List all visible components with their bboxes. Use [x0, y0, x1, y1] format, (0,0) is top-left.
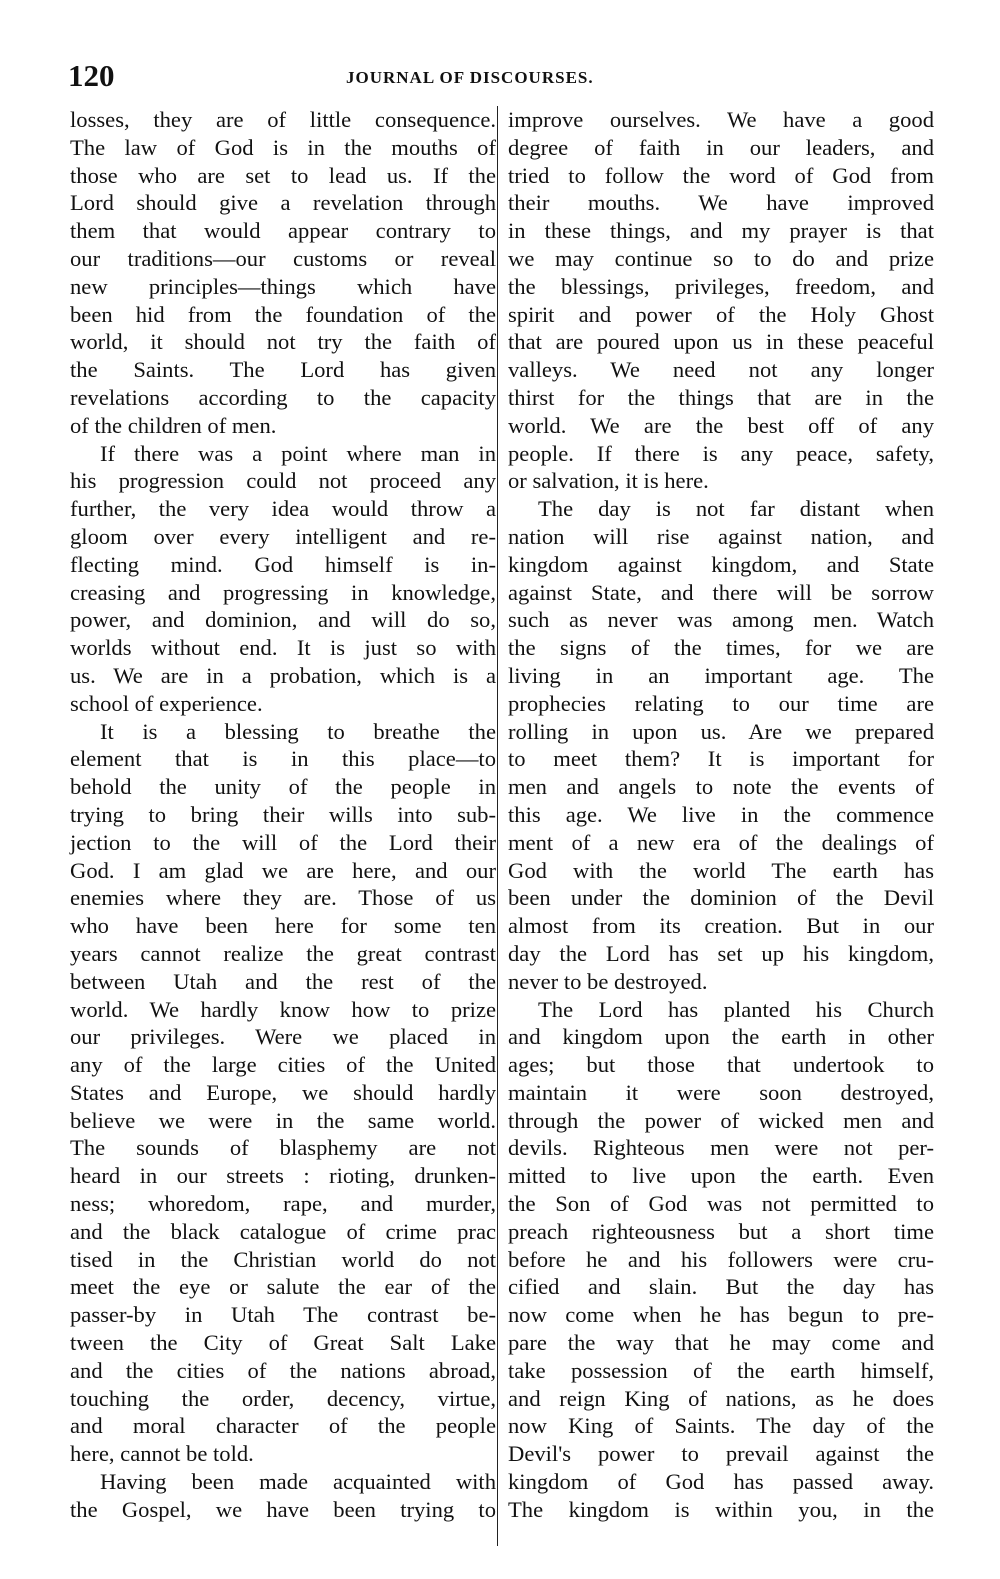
text-line: of the children of men.	[70, 412, 277, 438]
text-line: God. I am glad we are here, and our	[70, 857, 496, 883]
text-line: here, cannot be told.	[70, 1441, 254, 1467]
text-line: now King of Saints. The day of the	[508, 1413, 934, 1439]
text-line: further, the very idea would throw a	[70, 496, 496, 522]
text-line: maintain it were soon destroyed,	[508, 1079, 934, 1105]
text-line: The sounds of blasphemy are not	[70, 1135, 496, 1161]
text-line: improve ourselves. We have a good	[508, 107, 934, 132]
text-line: been under the dominion of the Devil	[508, 885, 934, 911]
page-number: 120	[68, 58, 115, 93]
text-line: now come when he has begun to pre-	[508, 1302, 934, 1328]
text-line: tween the City of Great Salt Lake	[70, 1330, 496, 1356]
text-line: such as never was among men. Watch	[508, 607, 934, 633]
text-line: If there was a point where man in	[100, 440, 496, 466]
text-line: world. We are the best off of any	[508, 412, 934, 438]
text-line: element that is in this place—to	[70, 746, 496, 772]
text-line: pare the way that he may come and	[508, 1330, 934, 1356]
page-header	[68, 58, 938, 98]
text-line: creasing and progressing in knowledge,	[70, 579, 496, 605]
text-line: and the black catalogue of crime prac	[70, 1218, 496, 1244]
text-line: flecting mind. God himself is in-	[70, 551, 496, 577]
text-line: men and angels to note the events of	[508, 774, 934, 800]
text-line: who have been here for some ten	[70, 913, 496, 939]
text-line: meet the eye or salute the ear of the	[70, 1274, 496, 1300]
text-line: ness; whoredom, rape, and murder,	[70, 1191, 496, 1217]
text-line: our traditions—our customs or reveal	[70, 245, 496, 271]
text-line: trying to bring their wills into sub-	[70, 801, 496, 827]
text-line: living in an important age. The	[508, 662, 934, 688]
text-line: prophecies relating to our time are	[508, 690, 934, 716]
text-line: Lord should give a revelation through	[70, 190, 496, 216]
text-line: touching the order, decency, virtue,	[70, 1385, 496, 1411]
text-line: nation will rise against nation, and	[508, 523, 934, 549]
text-line: or salvation, it is here.	[508, 468, 709, 494]
text-line: thirst for the things that are in the	[508, 384, 934, 410]
text-line: in these things, and my prayer is that	[508, 218, 934, 244]
text-line: almost from its creation. But in our	[508, 913, 934, 939]
text-line: years cannot realize the great contrast	[70, 940, 496, 966]
text-line: the blessings, privileges, freedom, and	[508, 273, 934, 299]
text-line: ment of a new era of the dealings of	[508, 829, 934, 855]
text-line: The law of God is in the mouths of	[70, 134, 496, 160]
text-line: school of experience.	[70, 690, 263, 716]
text-line: The Lord has planted his Church	[538, 996, 934, 1022]
text-line: valleys. We need not any longer	[508, 357, 934, 383]
text-line: behold the unity of the people in	[70, 774, 496, 800]
text-line: jection to the will of the Lord their	[70, 829, 496, 855]
text-line: Having been made acquainted with	[100, 1469, 496, 1495]
text-line: people. If there is any peace, safety,	[508, 440, 934, 466]
text-line: and moral character of the people	[70, 1413, 496, 1439]
text-line: them that would appear contrary to	[70, 218, 496, 244]
text-line: believe we were in the same world.	[70, 1107, 496, 1133]
text-line: and kingdom upon the earth in other	[508, 1024, 934, 1050]
text-line: our privileges. Were we placed in	[70, 1024, 496, 1050]
text-line: cified and slain. But the day has	[508, 1274, 934, 1300]
text-line: kingdom of God has passed away.	[508, 1469, 934, 1495]
text-line: worlds without end. It is just so with	[70, 635, 496, 661]
text-line: kingdom against kingdom, and State	[508, 551, 934, 577]
text-line: Devil's power to prevail against the	[508, 1441, 934, 1467]
text-line: those who are set to lead us. If the	[70, 162, 496, 188]
text-line: tried to follow the word of God from	[508, 162, 934, 188]
text-line: and reign King of nations, as he does	[508, 1385, 934, 1411]
text-line: and the cities of the nations abroad,	[70, 1357, 496, 1383]
text-line: their mouths. We have improved	[508, 190, 934, 216]
text-line: gloom over every intelligent and re-	[70, 523, 496, 549]
text-line: devils. Righteous men were not per-	[508, 1135, 934, 1161]
text-line: God with the world The earth has	[508, 857, 934, 883]
text-line: day the Lord has set up his kingdom,	[508, 940, 934, 966]
text-line: the Son of God was not permitted to	[508, 1191, 934, 1217]
running-head: JOURNAL OF DISCOURSES.	[346, 68, 594, 87]
text-line: between Utah and the rest of the	[70, 968, 496, 994]
text-line: we may continue so to do and prize	[508, 245, 934, 271]
text-line: world. We hardly know how to prize	[70, 996, 496, 1022]
text-line: this age. We live in the commence	[508, 801, 934, 827]
text-line: heard in our streets : rioting, drunken-	[70, 1163, 496, 1189]
text-line: never to be destroyed.	[508, 968, 708, 994]
text-line: to meet them? It is important for	[508, 746, 934, 772]
text-line: that are poured upon us in these peaceful	[508, 329, 934, 355]
text-line: take possession of the earth himself,	[508, 1357, 934, 1383]
left-column	[70, 106, 496, 1524]
text-line: world, it should not try the faith of	[70, 329, 496, 355]
text-line: new principles—things which have	[70, 273, 496, 299]
text-line: the signs of the times, for we are	[508, 635, 934, 661]
text-line: the Gospel, we have been trying to	[70, 1496, 496, 1522]
text-line: States and Europe, we should hardly	[70, 1079, 496, 1105]
text-line: through the power of wicked men and	[508, 1107, 934, 1133]
text-line: been hid from the foundation of the	[70, 301, 496, 327]
text-line: enemies where they are. Those of us	[70, 885, 496, 911]
text-line: rolling in upon us. Are we prepared	[508, 718, 934, 744]
text-line: spirit and power of the Holy Ghost	[508, 301, 934, 327]
text-line: The kingdom is within you, in the	[508, 1496, 934, 1522]
text-line: ages; but those that undertook to	[508, 1052, 934, 1078]
text-line: any of the large cities of the United	[70, 1052, 496, 1078]
text-line: preach righteousness but a short time	[508, 1218, 934, 1244]
text-line: against State, and there will be sorrow	[508, 579, 934, 605]
text-line: his progression could not proceed any	[70, 468, 496, 494]
text-line: the Saints. The Lord has given	[70, 357, 496, 383]
right-column	[508, 106, 934, 1524]
text-line: degree of faith in our leaders, and	[508, 134, 934, 160]
text-line: It is a blessing to breathe the	[100, 718, 496, 744]
column-divider	[497, 106, 498, 1546]
text-line: losses, they are of little consequence.	[70, 107, 496, 132]
text-line: tised in the Christian world do not	[70, 1246, 496, 1272]
text-line: passer-by in Utah The contrast be-	[70, 1302, 496, 1328]
text-line: power, and dominion, and will do so,	[70, 607, 496, 633]
text-line: revelations according to the capacity	[70, 384, 496, 410]
text-line: The day is not far distant when	[538, 496, 934, 522]
text-line: before he and his followers were cru-	[508, 1246, 934, 1272]
text-line: us. We are in a probation, which is a	[70, 662, 496, 688]
text-line: mitted to live upon the earth. Even	[508, 1163, 934, 1189]
